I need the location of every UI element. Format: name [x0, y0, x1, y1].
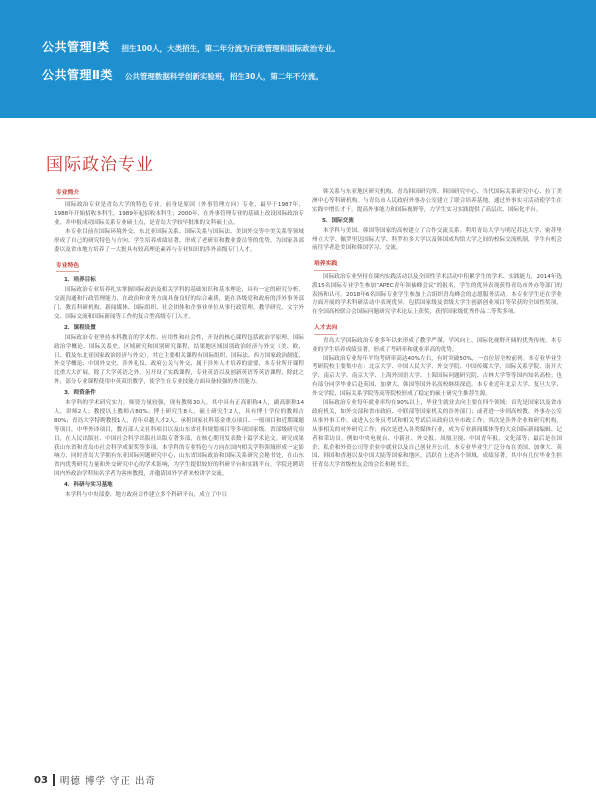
paragraph: 国际政治专业坚持在课内实践活动以及全国性学术活动中积累学生的学术、实践能力，2014年选派15名国际专业学生参加“APEC青年领袖峰会议”的报名，学生的优异表现获得青岛市外办等部门的表扬和认可。2018年6名国际专业学生参加上合组织青岛峰会的志愿服务活动。本专业学生还在学业方面开展的学术科研活动中表现优异，包括国家级及省级大学生创新创业项目等荣获的全国性奖项，在全国高校联合会国际问题研究学术论坛上获奖，获得国家级优秀作品二等奖多项。 [312, 273, 562, 316]
paragraph: 本专业目前在国际环境外交、东北亚国际关系、国际关系与国际法、美国外交等中美关系等领域形成了自己的研究特色与方向。学生培养成绩显著，形成了老研室和教业委员等的优势，为国家各部委以及省市地方培养了一大批具有较高理论素养与专业知识的涉外高级专门人才。 [54, 229, 304, 253]
subheading: 2．课程设置 [64, 324, 96, 331]
banner-category: 公共管理Ⅰ类 [42, 40, 110, 54]
paragraph: 本学科的学术研究实力，师资力量较强，现有教师30人，其中具有正高职称4人，副高职称14人，讲师2人；教授以上教师占80%；博士研究生8人，硕士研究生2人，具有博士学位的教师占80%；青岛大学特聘教授1人，青年卓越人才2人。承担国家社科基金重点项目、一般项目和近期课题等项目，中华外译项目，教育部人文社科项目以及山东省社科规划项目等多项国家级、省部级研究项目，在人民出版社、中国社会科学出版社出版专著多部，在核心期刊发表数十篇学术论文。研究成果获山东省和青岛市社会科学成果奖等多项。本学科的专业特色与方向在国内相关学科领域形成一定影响力，同时青岛大学拥有东亚国际问题研究中心，山东省国际政治和国际关系研究会秘书处，在山东省内优秀研究力量和外交研究中心的学术影响，为学生提供较好的科研平台和实践平台，学院还聘请国内外政治学科知名学者为客座教授，并邀请国外学者来校讲学交流。 [54, 400, 304, 478]
subheading: 5．国际交流 [322, 217, 354, 224]
paragraph: 本学科与中央部委、地方政府合作建立多个科研平台，成立了中日 [65, 492, 228, 499]
page-footer [34, 773, 156, 787]
paragraph: 青岛大学国际政治专业多年以来形成了教学严谨、学风向上、国际化视野开阔的优秀传统。本专业的学生培养成绩显著，形成了考研率和就业率高的优势。 [312, 337, 562, 353]
footer-divider [53, 774, 55, 786]
paragraph: 国际政治专业坚持本科教育的学术性、应用性和社会性，开设的核心课程包括政治学原理、国际政治学概论、国际关系史、区域研究和国别研究课程，结果地区域国别政治经济与外交（美、欧、日、俄及东北亚国家政治经济与外交）。其它主要相关课程有国际组织、国际法、西方国家政治制度、外交学概论、中国外交史、涉外礼仪、政府公关与外交、属于涉外人才培养的需要，本专业所开课程比重大大扩展，除了大学英语之外，另开设了实践课程，专业英语以及创新英语等英语课程，除此之外，部分专业课程使用中英双语教学，使学生在专业技能方面具备较强的外语能力。 [54, 334, 304, 386]
paragraph: 国际政治专业每年就业率均在90%以上，毕业生就业去向主要在四个领域：首先是国家以及省市政府机关，如外交部和省市政府、中联部等国家机关的涉外部门；或者进一步到高校教、外事办公室从事外事工作，或进入公务员考试和相关考试后从政府以至市政工作；其次是涉外企业和研究机构，从事相关的对外研究工作；再次是进入各类媒体行业，成为专业新闻媒体等的大众国际新闻编辑、记者和采访员，例如中央电视台、中新社、外交报、凤凰卫视、中国青年报、文化部等；最后是在国企、私企和外资公司等企业中就业以及自己创业开公司。本专业毕业生广泛分布在美国、加拿大、英国、韩国和香港以及中国大陆等国家和地区，活跃在上述各个领域，成绩显著，其中有几位毕业生担任青岛大学省级校友会的会长和秘书长。 [312, 400, 562, 469]
header-banner [0, 0, 596, 118]
paragraph: 韩关系与东亚地区研究机构、青岛韩国研究所、韩国研究中心、当代国际关系研究中心、拉丁美洲中心等科研机构。与青岛市人民政府外事办公室建立了联合培养基地，通过外事实习活动使学生在实践中增长才干，提高外事能力和国际视野等，力学生实习实践提供了高层次、国际化平台。 [312, 189, 562, 213]
right-column [312, 188, 562, 470]
banner-row-1 [42, 38, 340, 55]
subheading: 3．师资条件 [64, 390, 96, 397]
paragraph: 国际政治专业培养扎实掌握国际政治及相关学科的基础知识和基本理论，具有一定的研究分析、交流沟通和行政管理能力，在政治和业务方面具备良好的综合素质，能在各级党和政府的涉外事务部门、教育科研机构、新闻媒体、国际组织、社会团体和企事业单位从事行政管理、教学研究、文字外交、国际交流和国际新闻等工作的复合型高级专门人才。 [54, 287, 304, 320]
section-heading-practice: 培养实践 [314, 260, 337, 270]
paragraph: 本学科与美国、韩国等国家的高校建立了合作交流关系。利用青岛大学与明尼苏达大学、密苏里州立大学、佩罗里达国际大学、科罗拉多大学以及韩国成均馆大学之间的校际交流机制，学生有机会前往学者赴美国和韩国学习、交流。 [312, 227, 562, 252]
section-heading-intro: 专业简介 [56, 189, 79, 199]
left-column [54, 186, 304, 500]
banner-description: 公共管理数据科学创新实验班，招生30人，第二年不分流。 [124, 72, 323, 81]
subheading: 1．培养目标 [64, 277, 96, 284]
section-heading-careers: 人才去向 [314, 324, 337, 334]
banner-category: 公共管理Ⅱ类 [42, 68, 113, 82]
banner-description: 招生100人，大类招生，第二年分流为行政管理和国际政治专业。 [121, 44, 340, 53]
paragraph: 国际政治专业每年平均考研率高达40%左右，有时突破50%，一直位居全校前列。本专业毕业生考研院校主要集中在：北京大学、中国人民大学、外交学院、中国传媒大学、国际关系学院、南开大学、南京大学、南京大学、上海外国语大学、上海国际问题研究院、吉林大学等等国内知名高校；也有部分同学毕业后赴英国、加拿大、韩国等国外名高校继续深造。本专业近年北京大学、复旦大学、外交学院、国际关系学院等高等院校形成了稳定的硕士研究生推荐生源。 [312, 355, 562, 398]
page-number: 03 [34, 774, 48, 786]
school-motto: 明德 博学 守正 出奇 [59, 776, 156, 787]
banner-row-2 [42, 66, 323, 83]
section-heading-features: 专业特色 [56, 262, 79, 272]
page-title: 国际政治专业 [46, 155, 154, 175]
subheading: 4．科研与实习基地 [64, 482, 113, 489]
paragraph: 国际政治专业是青岛大学的特色专业。前身是原国（外事管理方向）专业，最早于1987年，1988年开始招收本科生，1989年起招收本科生；2000年，在外事管理专业的基础上改设国际政治专业，并申报成功国际关系专业硕士点，是青岛大学较早批准的文科硕士点。 [54, 202, 304, 227]
